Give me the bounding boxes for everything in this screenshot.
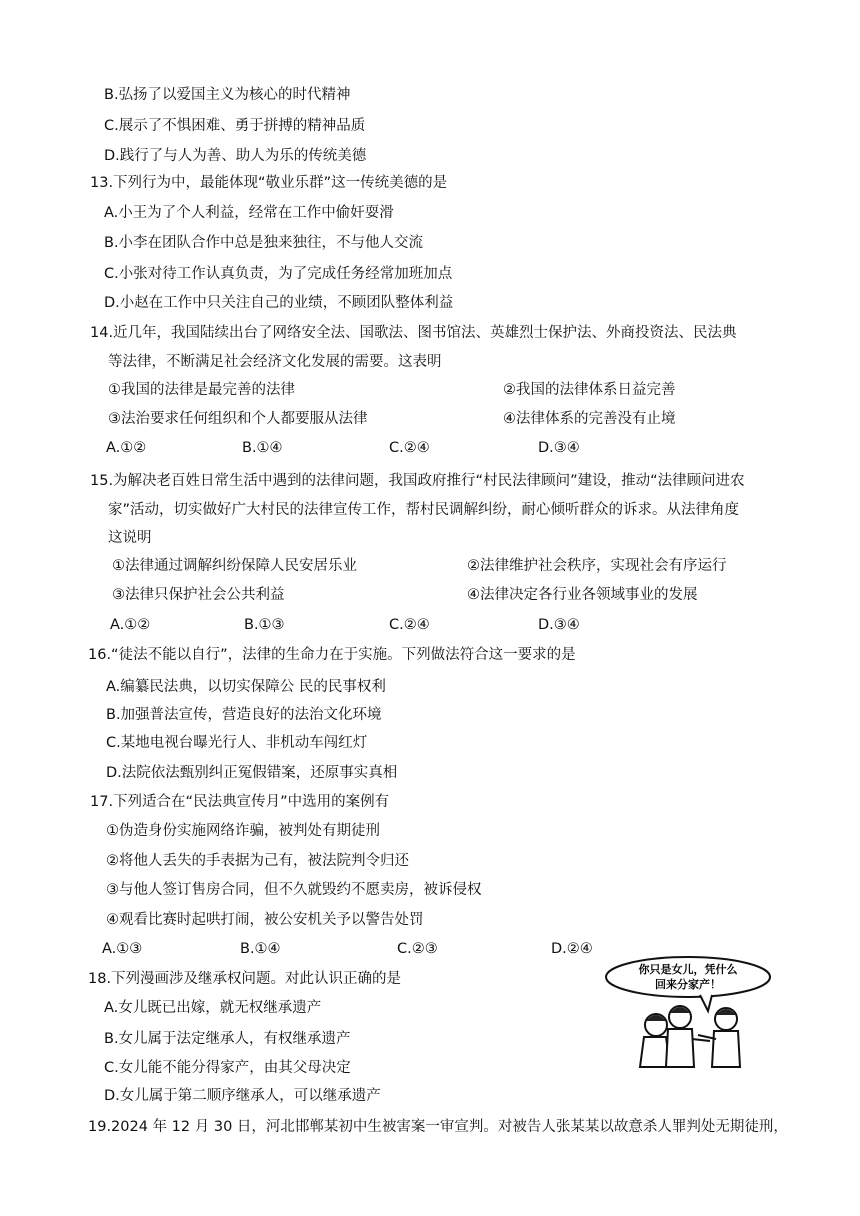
q17-choice-a: A.①③ bbox=[102, 941, 143, 957]
q18-option-d: D.女儿属于第二顺序继承人，可以继承遗产 bbox=[104, 1088, 381, 1104]
q14-choice-c: C.②④ bbox=[389, 440, 430, 456]
q15-choice-c: C.②④ bbox=[389, 617, 430, 633]
q13-option-b: B.小李在团队合作中总是独来独往，不与他人交流 bbox=[104, 235, 424, 251]
q14-statement-1: ①我国的法律是最完善的法律 bbox=[108, 382, 295, 398]
q13-option-a: A.小王为了个人利益，经常在工作中偷奸耍滑 bbox=[104, 205, 394, 221]
q17-statement-4: ④观看比赛时起哄打闹，被公安机关予以警告处罚 bbox=[106, 912, 424, 928]
q15-choice-d: D.③④ bbox=[538, 617, 580, 633]
q15-statement-3: ③法律只保护社会公共利益 bbox=[112, 587, 285, 603]
q15-choice-b: B.①③ bbox=[244, 617, 285, 633]
q15-choice-a: A.①② bbox=[110, 617, 151, 633]
q16-option-d: D.法院依法甄别纠正冤假错案，还原事实真相 bbox=[106, 765, 398, 781]
q15-statement-1: ①法律通过调解纠纷保障人民安居乐业 bbox=[112, 558, 357, 574]
cartoon-bubble-line1: 你只是女儿，凭什么 bbox=[638, 963, 738, 976]
q14-statement-2: ②我国的法律体系日益完善 bbox=[503, 382, 676, 398]
cartoon-drawing bbox=[604, 955, 776, 1075]
q16-option-c: C.某地电视台曝光行人、非机动车闯红灯 bbox=[106, 735, 368, 751]
q16-option-b: B.加强普法宣传，营造良好的法治文化环境 bbox=[106, 707, 382, 723]
q13-option-d: D.小赵在工作中只关注自己的业绩，不顾团队整体利益 bbox=[104, 295, 454, 311]
q15-stem-line3: 这说明 bbox=[108, 530, 152, 546]
q17-choice-d: D.②④ bbox=[551, 941, 593, 957]
cartoon-bubble-line2: 回来分家产！ bbox=[655, 978, 721, 991]
q19-stem: 19.2024 年 12 月 30 日，河北邯郸某初中生被害案一审宣判。对被告人张某某以故意杀人罪判处无期徒刑， bbox=[88, 1119, 788, 1135]
q15-stem-line1: 15.为解决老百姓日常生活中遇到的法律问题，我国政府推行“村民法律顾问”建设，推动“法律顾问进农 bbox=[90, 473, 745, 489]
q12-option-d: D.践行了与人为善、助人为乐的传统美德 bbox=[104, 148, 367, 164]
inheritance-cartoon bbox=[604, 955, 776, 1075]
q17-stem: 17.下列适合在“民法典宣传月”中选用的案例有 bbox=[90, 794, 390, 810]
q18-option-c: C.女儿能不能分得家产，由其父母决定 bbox=[104, 1060, 351, 1076]
q14-choice-a: A.①② bbox=[106, 440, 147, 456]
q12-option-c: C.展示了不惧困难、勇于拼搏的精神品质 bbox=[104, 118, 366, 134]
q18-option-b: B.女儿属于法定继承人，有权继承遗产 bbox=[104, 1031, 351, 1047]
q13-stem: 13.下列行为中，最能体现“敬业乐群”这一传统美德的是 bbox=[90, 175, 448, 191]
q15-statement-2: ②法律维护社会秩序，实现社会有序运行 bbox=[467, 558, 727, 574]
q15-statement-4: ④法律决定各行业各领域事业的发展 bbox=[467, 587, 698, 603]
q17-choice-b: B.①④ bbox=[240, 941, 281, 957]
q17-statement-3: ③与他人签订售房合同，但不久就毁约不愿卖房，被诉侵权 bbox=[106, 882, 482, 898]
q14-stem-line2: 等法律，不断满足社会经济文化发展的需要。这表明 bbox=[108, 354, 442, 370]
q17-choice-c: C.②③ bbox=[397, 941, 438, 957]
q14-statement-4: ④法律体系的完善没有止境 bbox=[503, 411, 676, 427]
q16-option-a: A.编纂民法典，以切实保障公 民的民事权利 bbox=[106, 679, 386, 695]
q15-stem-line2: 家”活动，切实做好广大村民的法律宣传工作，帮村民调解纠纷，耐心倾听群众的诉求。从法律角度 bbox=[108, 502, 740, 518]
q12-option-b: B.弘扬了以爱国主义为核心的时代精神 bbox=[104, 87, 351, 103]
q16-stem: 16.“徒法不能以自行”，法律的生命力在于实施。下列做法符合这一要求的是 bbox=[88, 647, 576, 663]
q18-option-a: A.女儿既已出嫁，就无权继承遗产 bbox=[104, 1000, 322, 1016]
q14-statement-3: ③法治要求任何组织和个人都要服从法律 bbox=[108, 411, 368, 427]
q17-statement-2: ②将他人丢失的手表据为己有，被法院判令归还 bbox=[106, 853, 409, 869]
q14-choice-b: B.①④ bbox=[242, 440, 283, 456]
q18-stem: 18.下列漫画涉及继承权问题。对此认识正确的是 bbox=[88, 971, 402, 987]
q14-stem-line1: 14.近几年，我国陆续出台了网络安全法、国歌法、图书馆法、英雄烈士保护法、外商投资法、民法典 bbox=[90, 325, 737, 341]
q17-statement-1: ①伪造身份实施网络诈骗，被判处有期徒刑 bbox=[106, 823, 380, 839]
q13-option-c: C.小张对待工作认真负责，为了完成任务经常加班加点 bbox=[104, 266, 453, 282]
q14-choice-d: D.③④ bbox=[538, 440, 580, 456]
